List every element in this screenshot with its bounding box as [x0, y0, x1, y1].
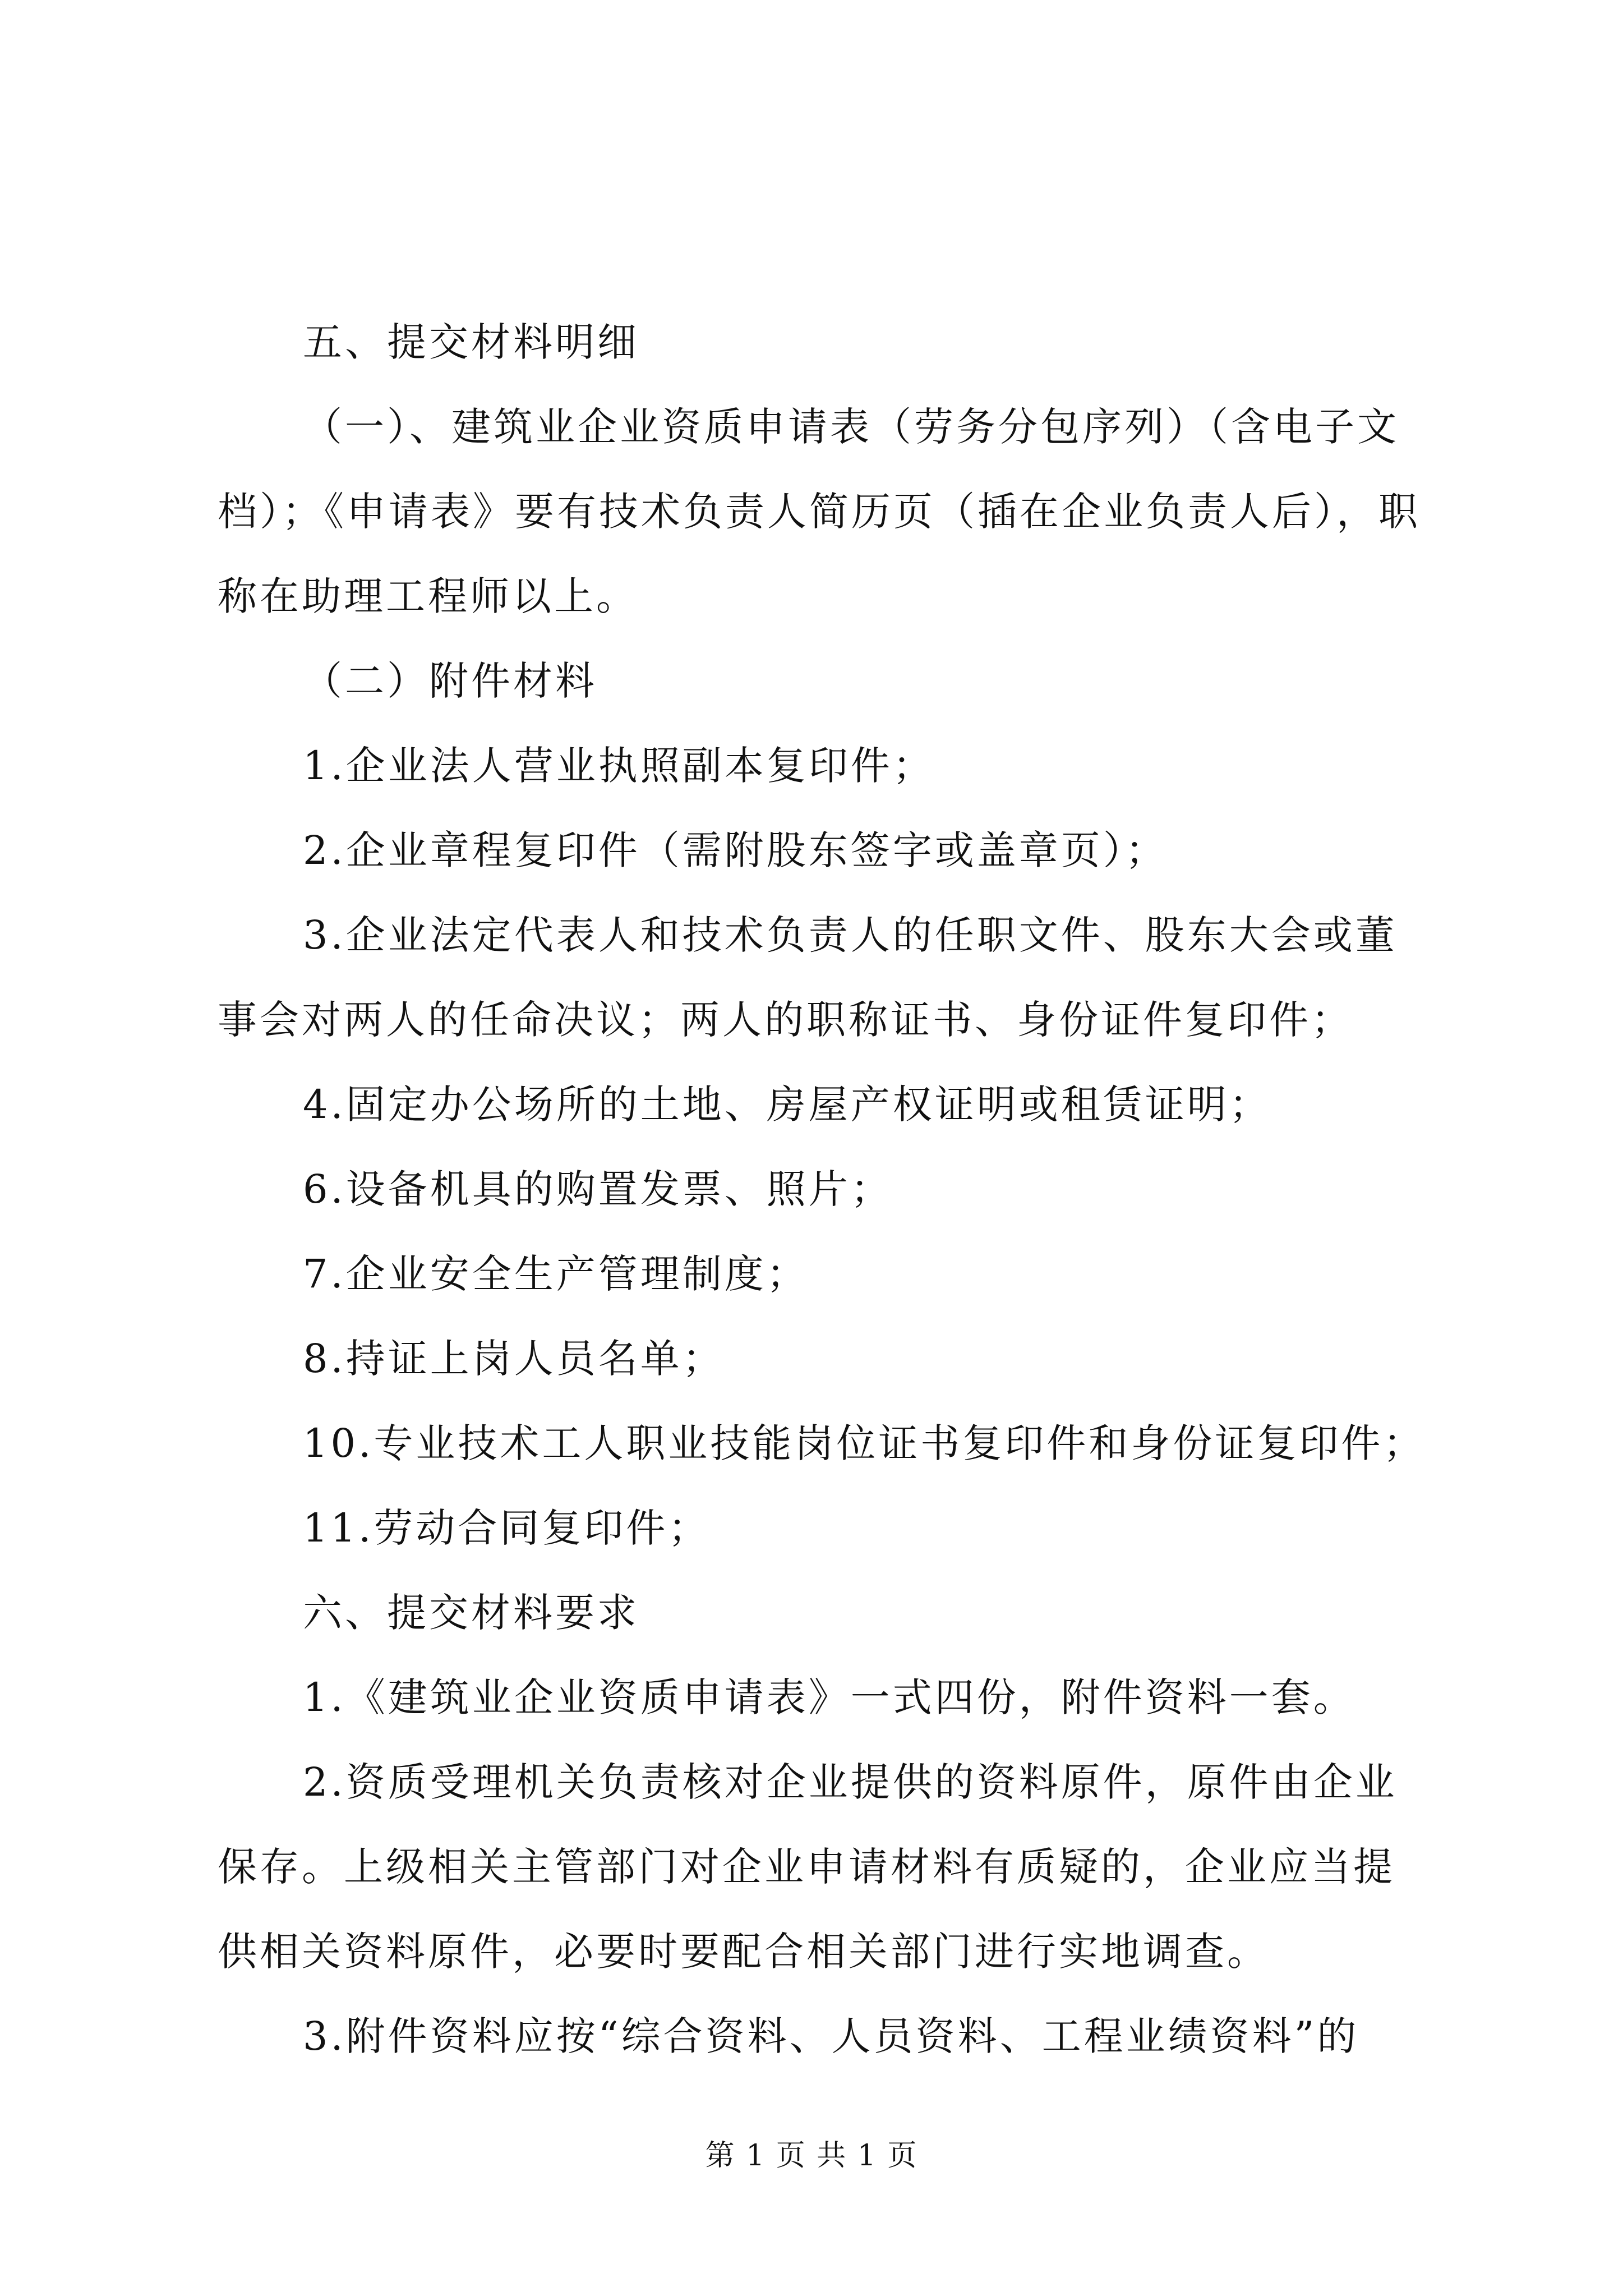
list-item-4: 4.固定办公场所的土地、房屋产权证明或租赁证明；	[303, 1082, 1271, 1128]
document-body	[218, 300, 1429, 2079]
section-heading-6: 六、提交材料要求	[303, 1590, 639, 1636]
list-item-10: 10.专业技术工人职业技能岗位证书复印件和身份证复印件；	[303, 1420, 1426, 1466]
list-item-1: 1.企业法人营业执照副本复印件；	[303, 743, 935, 789]
paragraph-application-form: （一）、建筑业企业资质申请表（劳务分包序列）（含电子文档）；《申请表》要有技术负责人简历页（插在企业负责人后），职称在助理工程师以上。	[218, 404, 1421, 619]
list-item-2: 2.企业章程复印件（需附股东签字或盖章页）；	[303, 827, 1168, 873]
subsection-heading-attachments: （二）附件材料	[303, 658, 597, 704]
section-heading-5: 五、提交材料明细	[303, 319, 639, 365]
list-item-8: 8.持证上岗人员名单；	[303, 1336, 725, 1382]
list-item-7: 7.企业安全生产管理制度；	[303, 1251, 809, 1297]
list-item-11: 11.劳动合同复印件；	[303, 1505, 711, 1551]
list-item-3: 3.企业法定代表人和技术负责人的任职文件、股东大会或董事会对两人的任命决议；两人的职称证书、身份证件复印件；	[218, 912, 1398, 1043]
requirement-item-3: 3.附件资料应按“综合资料、人员资料、工程业绩资料”的	[303, 2013, 1359, 2059]
requirement-item-1: 1.《建筑业企业资质申请表》一式四份，附件资料一套。	[303, 1674, 1355, 1720]
requirement-item-2: 2.资质受理机关负责核对企业提供的资料原件，原件由企业保存。上级相关主管部门对企业申请材料有质疑的，企业应当提供相关资料原件，必要时要配合相关部门进行实地调查。	[218, 1759, 1398, 1975]
list-item-6: 6.设备机具的购置发票、照片；	[303, 1166, 893, 1212]
page-footer: 第 1 页 共 1 页	[705, 2139, 918, 2173]
